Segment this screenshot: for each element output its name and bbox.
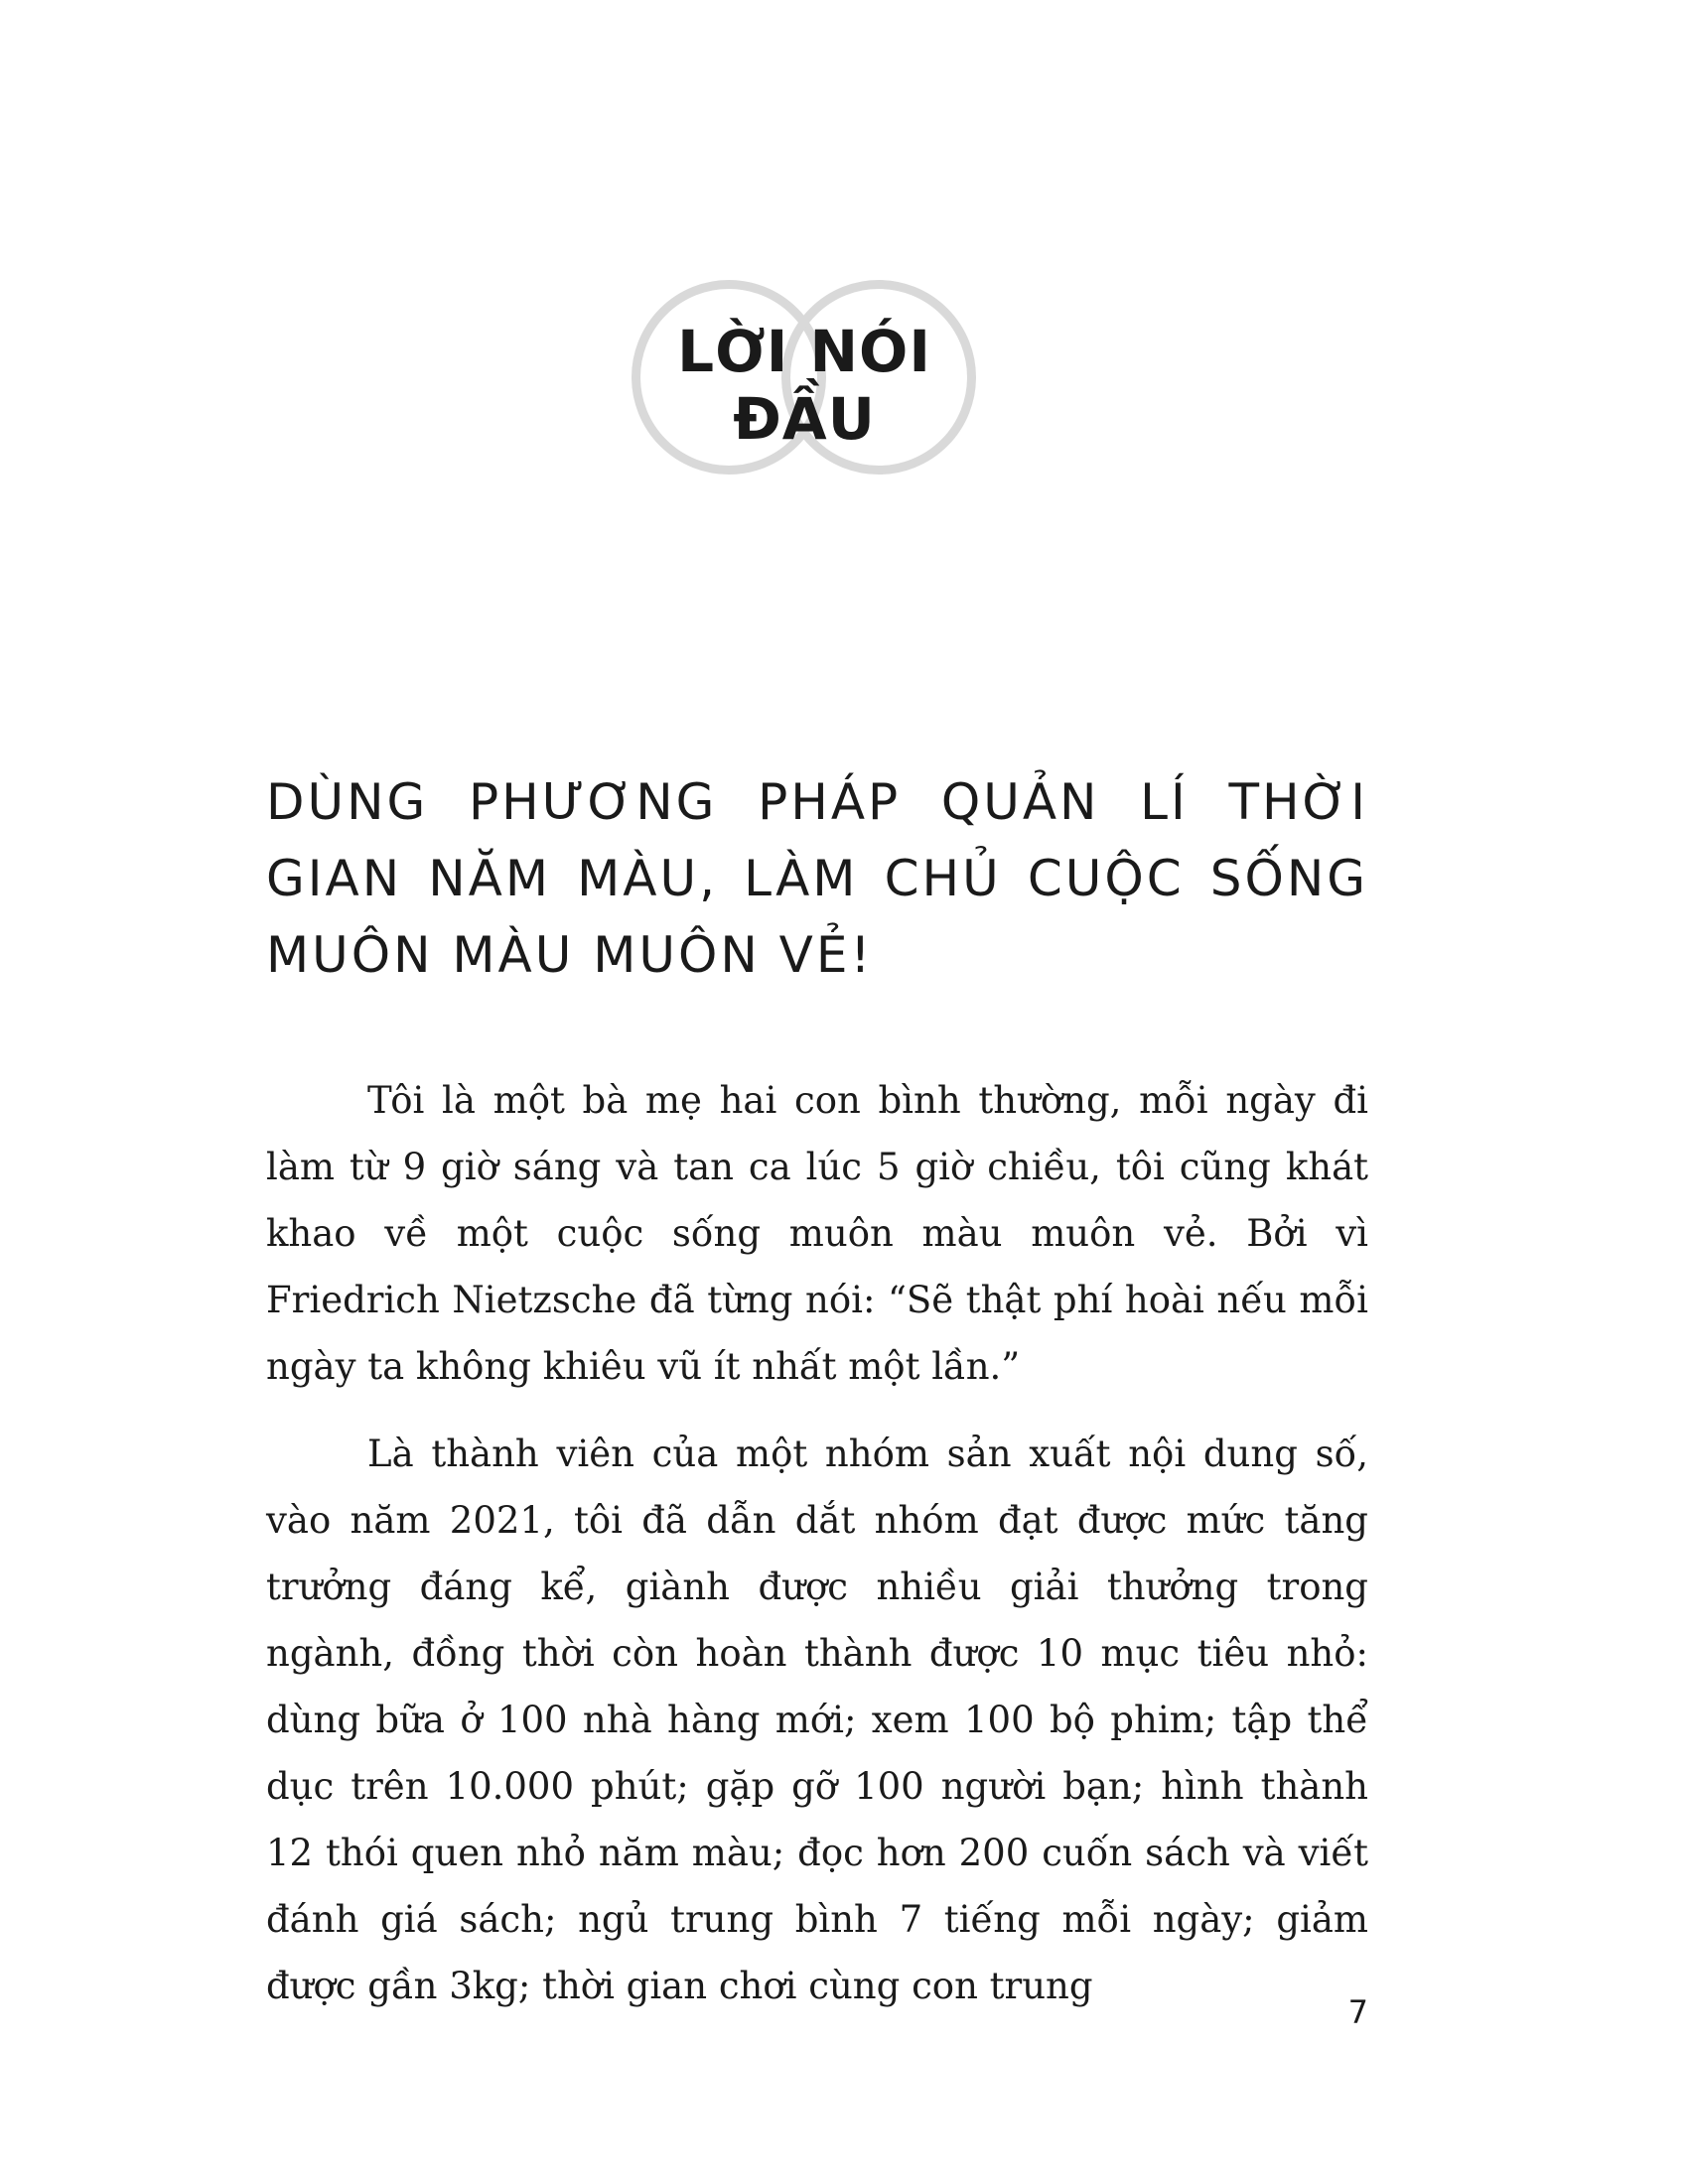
chapter-title: LỜI NÓI ĐẦU (677, 318, 931, 453)
chapter-heading (596, 268, 1013, 496)
paragraph: Tôi là một bà mẹ hai con bình thường, mỗi ngày đi làm từ 9 giờ sáng và tan ca lúc 5 giờ chiều, tôi cũng khát khao về một cuộc sống muôn màu muôn vẻ. Bởi vì Friedrich Nietzsche đã từng nói: “Sẽ thật phí hoài nếu mỗi ngày ta không khiêu vũ ít nhất một lần.” (266, 1079, 1368, 1388)
body-text (266, 1067, 1368, 2040)
page-number: 7 (1347, 1993, 1368, 2031)
paragraph: Là thành viên của một nhóm sản xuất nội dung số, vào năm 2021, tôi đã dẫn dắt nhóm đạt được mức tăng trưởng đáng kể, giành được nhiều giải thưởng trong ngành, đồng thời còn hoàn thành được 10 mục tiêu nhỏ: dùng bữa ở 100 nhà hàng mới; xem 100 bộ phim; tập thể dục trên 10.000 phút; gặp gỡ 100 người bạn; hình thành 12 thói quen nhỏ năm màu; đọc hơn 200 cuốn sách và viết đánh giá sách; ngủ trung bình 7 tiếng mỗi ngày; giảm được gần 3kg; thời gian chơi cùng con trung (266, 1433, 1368, 2007)
section-subtitle: DÙNG PHƯƠNG PHÁP QUẢN LÍ THỜI GIAN NĂM MÀU, LÀM CHỦ CUỘC SỐNG MUÔN MÀU MUÔN VẺ! (266, 773, 1368, 984)
